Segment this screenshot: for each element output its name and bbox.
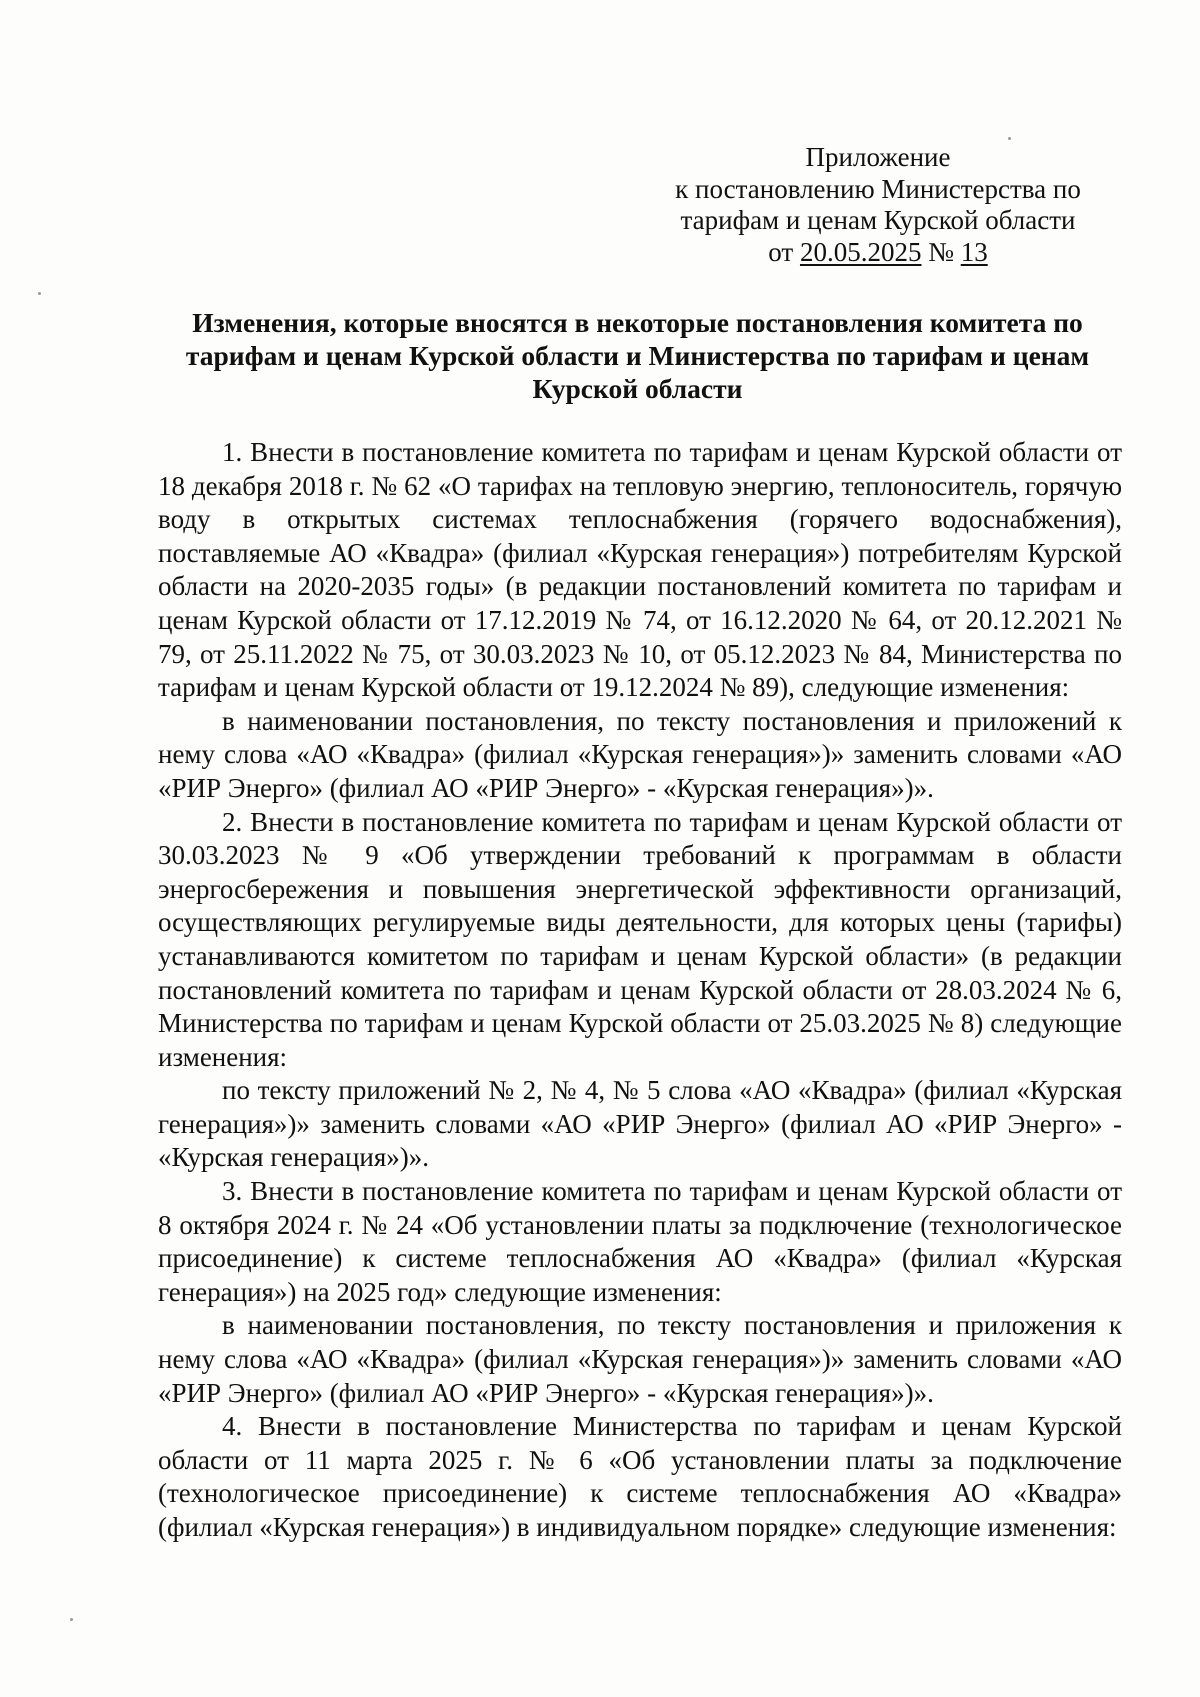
paragraph-2: 2. Внести в постановление комитета по тарифам и ценам Курской области от 30.03.2023 № 9 «Об утверждении требований к программам в области энергосбережения и повышения энергетической эффективности организаций, осуществляющих регулируемые виды деятельности, для которых цены (тарифы) устанавливаются комитетом по тарифам и ценам Курской области» (в редакции постановлений комитета по тарифам и ценам Курской области от 28.03.2024 № 6, Министерства по тарифам и ценам Курской области от 25.03.2025 № 8) следующие изменения: [158, 806, 1122, 1072]
paragraph-3-change: в наименовании постановления, по тексту постановления и приложения к нему слова «АО «Квадра» (филиал «Курская генерация»)» заменить словами «АО «РИР Энерго» (филиал АО «РИР Энерго» - «Курская генерация»)». [158, 1310, 1122, 1408]
number-prefix: № [921, 236, 961, 267]
scan-speck [70, 1618, 73, 1621]
appendix-date-line [658, 237, 1098, 269]
appendix-header [658, 142, 1098, 268]
appendix-title: Приложение [805, 142, 951, 172]
document-title: Изменения, которые вносятся в некоторые постановления комитета по тарифам и ценам Курской области и Министерства по тарифам и ценам Курской области [185, 307, 1090, 404]
paragraph-1: 1. Внести в постановление комитета по тарифам и ценам Курской области от 18 декабря 2018 г. № 62 «О тарифах на тепловую энергию, теплоноситель, горячую воду в открытых системах теплоснабжения (горячего водоснабжения), поставляемые АО «Квадра» (филиал «Курская генерация») потребителям Курской области на 2020-2035 годы» (в редакции постановлений комитета по тарифам и ценам Курской области от 17.12.2019 № 74, от 16.12.2020 № 64, от 20.12.2021 № 79, от 25.11.2022 № 75, от 30.03.2023 № 10, от 05.12.2023 № 84, Министерства по тарифам и ценам Курской области от 19.12.2024 № 89), следующие изменения: [158, 437, 1122, 703]
date-prefix: от [768, 236, 800, 267]
document-body [158, 436, 1122, 1545]
scan-speck [38, 292, 41, 295]
appendix-line-2: к постановлению Министерства по [675, 173, 1081, 204]
paragraph-1-change: в наименовании постановления, по тексту постановления и приложений к нему слова «АО «Квадра» (филиал «Курская генерация»)» заменить словами «АО «РИР Энерго» (филиал АО «РИР Энерго» - «Курская генерация»)». [158, 705, 1122, 803]
paragraph-4: 4. Внести в постановление Министерства по тарифам и ценам Курской области от 11 марта 2025 г. № 6 «Об установлении платы за подключение (технологическое присоединение) к системе теплоснабжения АО «Квадра» (филиал «Курская генерация») в индивидуальном порядке» следующие изменения: [158, 1411, 1122, 1542]
appendix-line-3: тарифам и ценам Курской области [680, 205, 1076, 235]
scan-speck [1008, 137, 1011, 140]
resolution-date: 20.05.2025 [799, 236, 922, 267]
paragraph-2-change: по тексту приложений № 2, № 4, № 5 слова «АО «Квадра» (филиал «Курская генерация»)» заменить словами «АО «РИР Энерго» (филиал АО «РИР Энерго» - «Курская генерация»)». [158, 1075, 1122, 1173]
paragraph-3: 3. Внести в постановление комитета по тарифам и ценам Курской области от 8 октября 2024 г. № 24 «Об установлении платы за подключение (технологическое присоединение) к системе теплоснабжения АО «Квадра» (филиал «Курская генерация») на 2025 год» следующие изменения: [158, 1176, 1122, 1307]
resolution-number: 13 [960, 236, 988, 267]
